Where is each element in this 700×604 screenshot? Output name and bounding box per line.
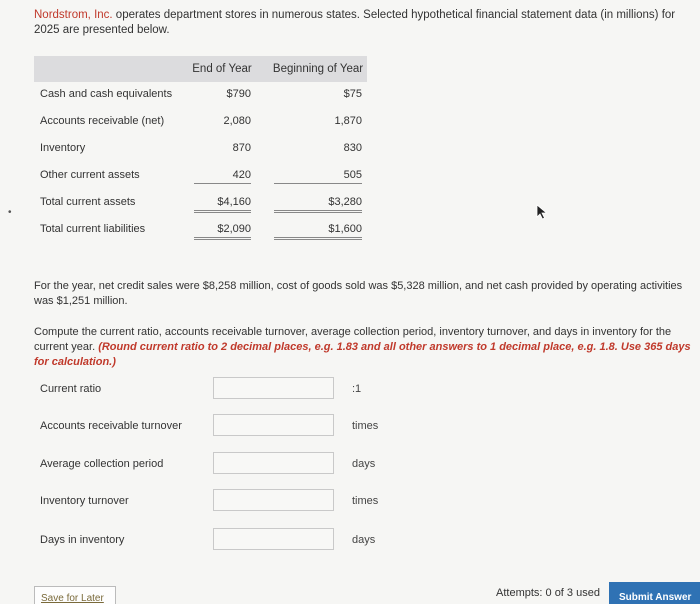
intro-body: operates department stores in numerous states. Selected hypothetical financial statement data (in millions) for 2025 are presented below.	[34, 9, 676, 36]
answer-row-ar-turnover	[0, 414, 700, 440]
row-label: Total current liabilities	[40, 223, 146, 235]
answer-label: Days in inventory	[40, 534, 125, 546]
answer-unit: times	[352, 495, 379, 507]
answer-unit: times	[352, 420, 379, 432]
answer-label: Current ratio	[40, 383, 102, 395]
average-collection-period-input[interactable]	[213, 452, 334, 474]
row-label: Other current assets	[40, 169, 140, 181]
begin-value: $1,600	[274, 223, 362, 240]
answer-row-days-in-inventory	[0, 528, 700, 554]
answer-label: Accounts receivable turnover	[40, 420, 182, 432]
answer-unit: :1	[352, 383, 362, 395]
attempts-counter: Attempts: 0 of 3 used	[496, 587, 600, 599]
days-in-inventory-input[interactable]	[213, 528, 334, 550]
instructions	[34, 325, 694, 370]
answer-row-current-ratio	[0, 377, 700, 403]
intro-text	[34, 8, 694, 38]
row-label: Total current assets	[40, 196, 136, 208]
mouse-pointer-icon	[536, 204, 548, 220]
company-name: Nordstrom, Inc.	[34, 9, 113, 21]
table-row	[34, 136, 367, 163]
table-row	[34, 163, 367, 190]
row-label: Accounts receivable (net)	[40, 115, 165, 127]
answer-row-collection-period	[0, 452, 700, 478]
table-row	[34, 82, 367, 109]
table-row	[34, 190, 367, 217]
end-value: $790	[226, 88, 251, 100]
current-ratio-input[interactable]	[213, 377, 334, 399]
answer-row-inventory-turnover	[0, 489, 700, 515]
row-label: Cash and cash equivalents	[40, 88, 173, 100]
table-header	[34, 56, 367, 82]
instructions-text: Compute the current ratio, accounts receivable turnover, average collection period, inventory turnover, and days in inventory for the current year.	[34, 326, 672, 353]
end-value: $4,160	[194, 196, 251, 213]
submit-answer-button[interactable]: Submit Answer	[609, 582, 700, 604]
header-beginning-of-year: Beginning of Year	[272, 63, 364, 75]
inventory-turnover-input[interactable]	[213, 489, 334, 511]
end-value: $2,090	[194, 223, 251, 240]
begin-value: $75	[343, 88, 362, 100]
begin-value: 1,870	[334, 115, 362, 127]
begin-value: 830	[343, 142, 362, 154]
accounts-receivable-turnover-input[interactable]	[213, 414, 334, 436]
end-value: 2,080	[223, 115, 251, 127]
bullet-dot-icon: •	[8, 207, 12, 218]
answer-unit: days	[352, 534, 376, 546]
end-value: 870	[232, 142, 251, 154]
rounding-instructions: (Round current ratio to 2 decimal places, e.g. 1.83 and all other answers to 1 decimal place, e.g. 1.8. Use 365 days for calculation.)	[34, 341, 691, 368]
header-end-of-year: End of Year	[192, 63, 252, 75]
financial-data-table	[34, 56, 367, 244]
row-label: Inventory	[40, 142, 86, 154]
begin-value: 505	[274, 169, 362, 184]
answer-label: Average collection period	[40, 458, 164, 470]
save-for-later-button[interactable]: Save for Later	[34, 586, 116, 604]
end-value: 420	[194, 169, 251, 184]
answer-unit: days	[352, 458, 376, 470]
table-row	[34, 217, 367, 244]
answer-label: Inventory turnover	[40, 495, 129, 507]
begin-value: $3,280	[274, 196, 362, 213]
problem-facts: For the year, net credit sales were $8,258 million, cost of goods sold was $5,328 million, and net cash provided by operating activities was $1,251 million.	[34, 280, 683, 307]
table-row	[34, 109, 367, 136]
